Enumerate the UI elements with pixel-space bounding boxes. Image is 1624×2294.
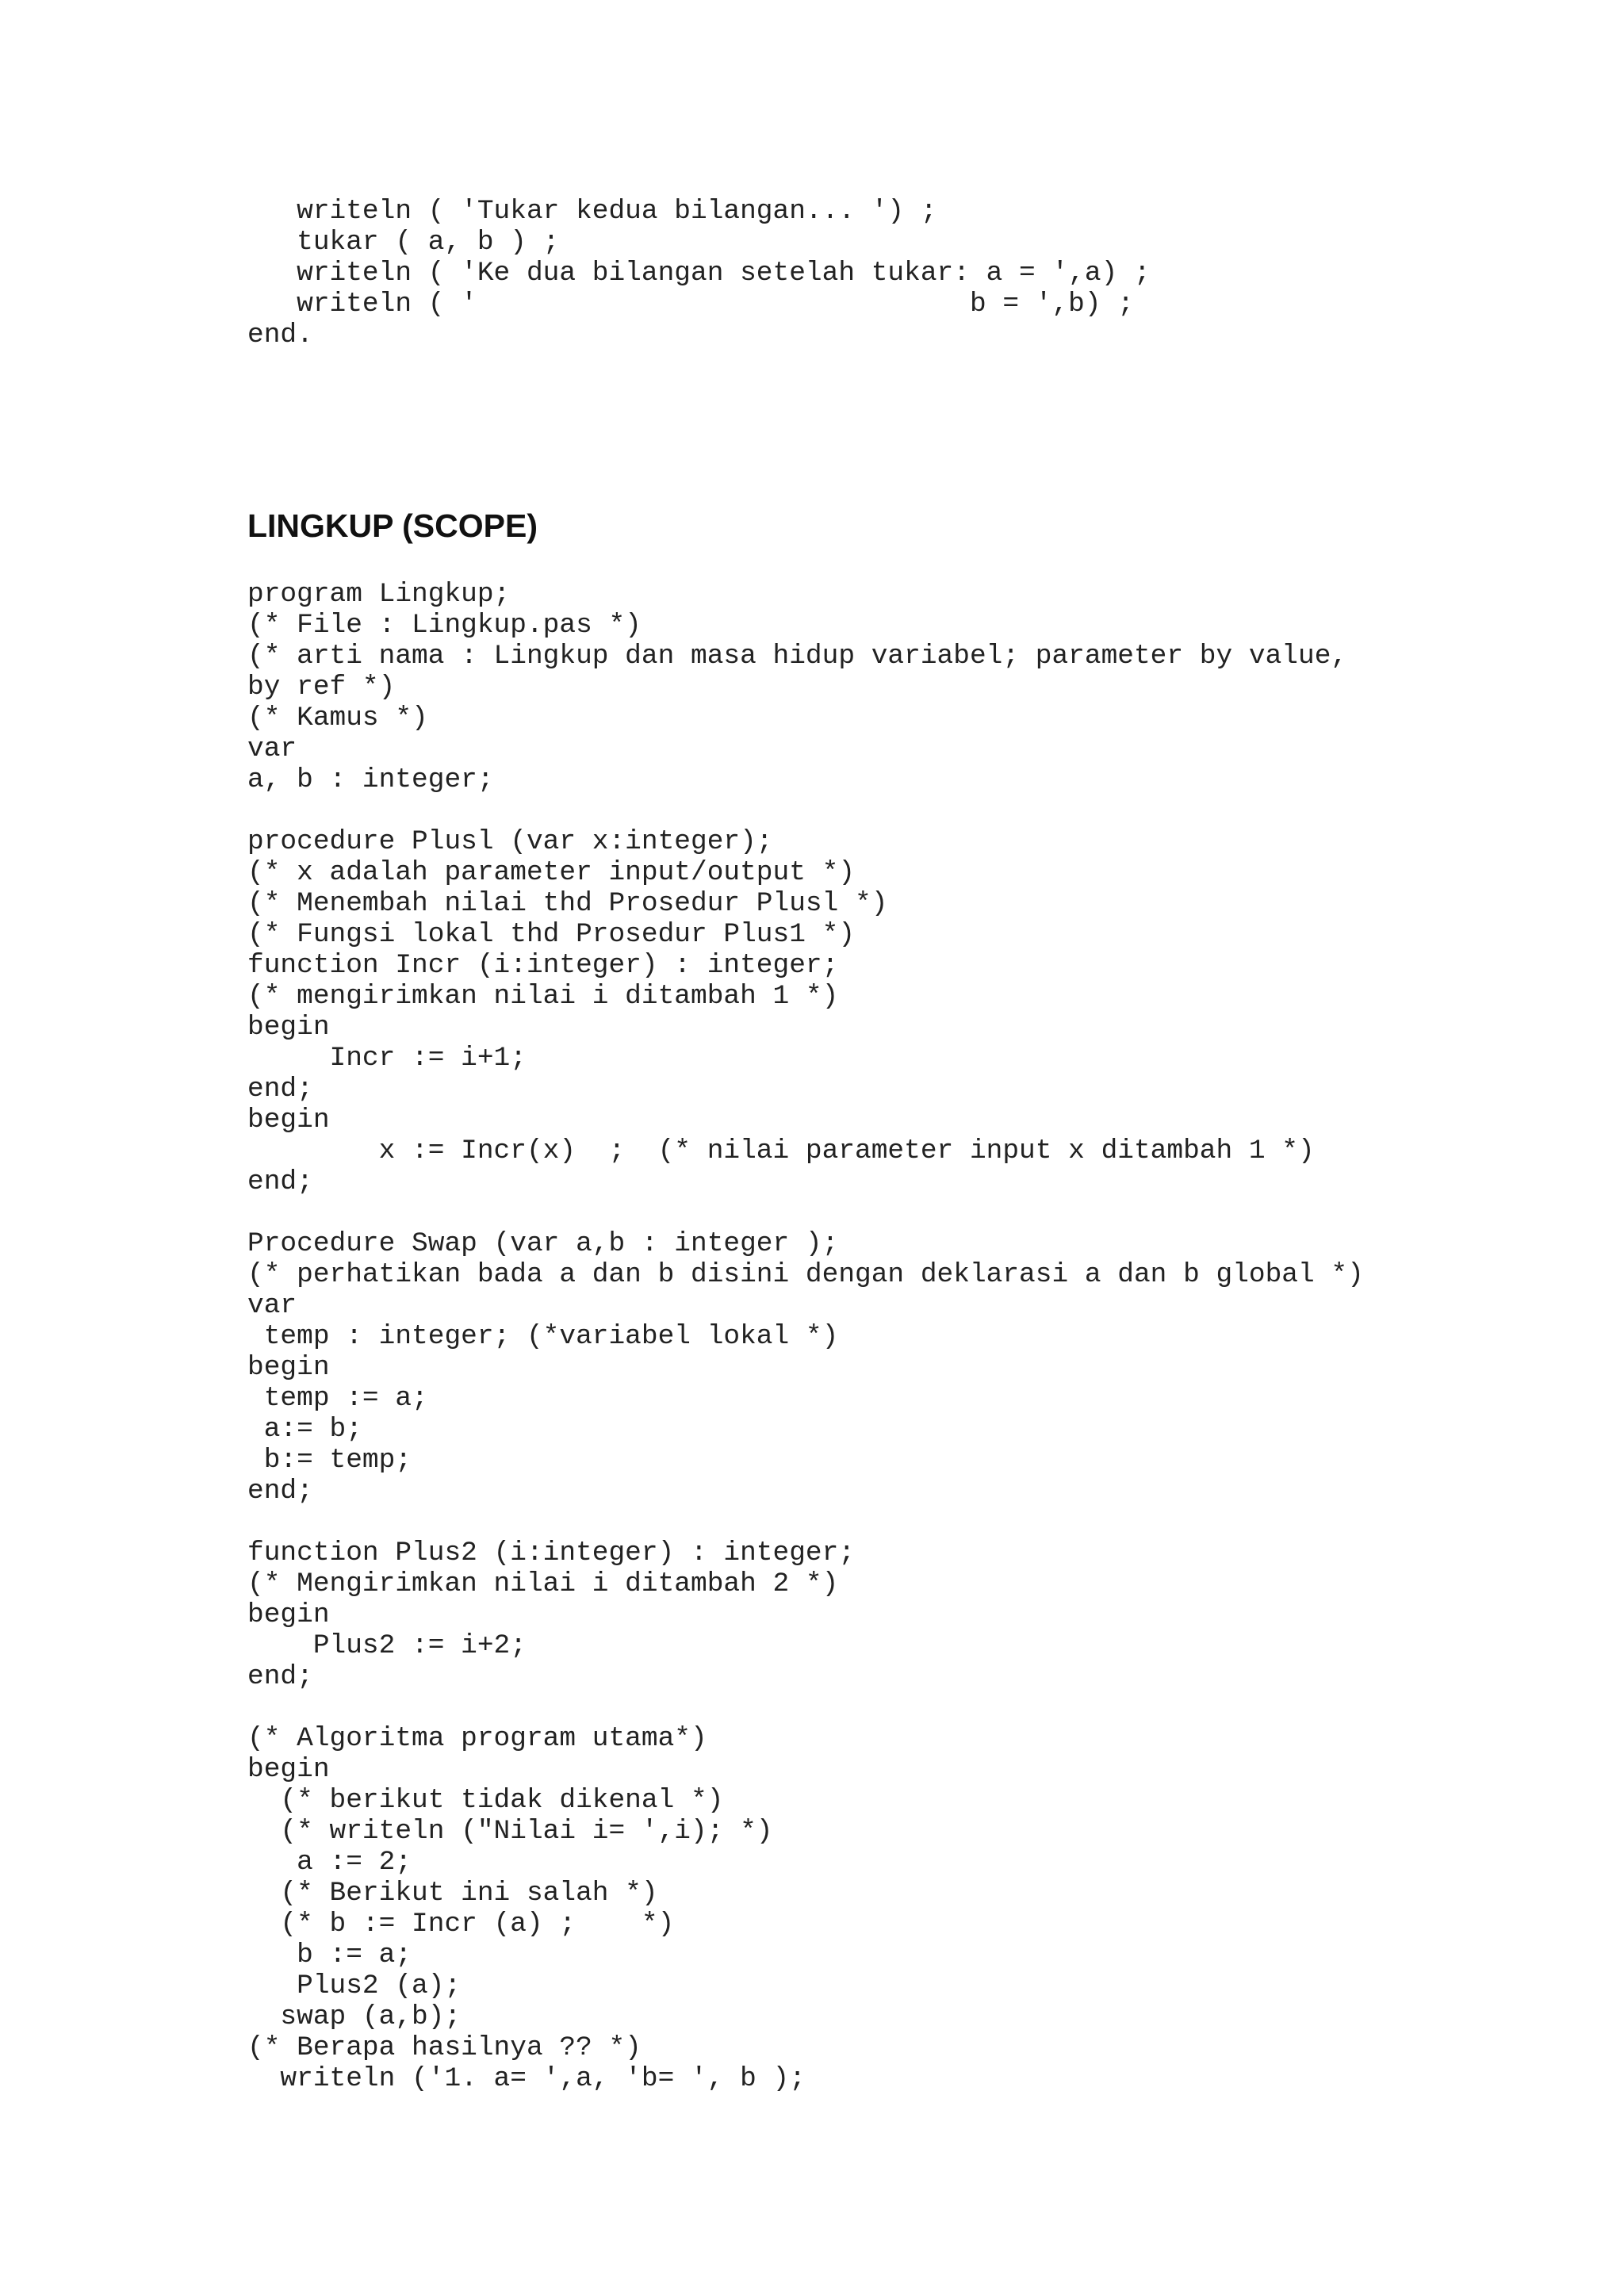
code-line: begin	[247, 1754, 330, 1785]
code-line: (* Kamus *)	[247, 703, 428, 733]
code-line: a := 2;	[247, 1847, 412, 1878]
code-line: end;	[247, 1074, 313, 1105]
code-line: end;	[247, 1166, 313, 1197]
code-line: (* Mengirimkan nilai i ditambah 2 *)	[247, 1568, 839, 1599]
code-line: (* berikut tidak dikenal *)	[247, 1785, 724, 1816]
code-line	[247, 795, 1364, 826]
code-line	[247, 1197, 1364, 1228]
code-line: (* x adalah parameter input/output *)	[247, 857, 856, 888]
code-line: (* Menembah nilai thd Prosedur Plusl *)	[247, 888, 888, 919]
code-line: (* Berapa hasilnya ?? *)	[247, 2032, 642, 2063]
code-line: Incr := i+1;	[247, 1043, 527, 1074]
code-line: temp : integer; (*variabel lokal *)	[247, 1321, 839, 1352]
code-line: function Plus2 (i:integer) : integer;	[247, 1538, 856, 1568]
code-line: a, b : integer;	[247, 764, 494, 795]
code-line: Plus2 (a);	[247, 1970, 462, 2001]
code-line: procedure Plusl (var x:integer);	[247, 826, 773, 857]
code-line	[247, 1507, 1364, 1538]
code-line: (* b := Incr (a) ; *)	[247, 1909, 675, 1940]
code-line: (* Berikut ini salah *)	[247, 1878, 658, 1909]
code-line: begin	[247, 1012, 330, 1043]
code-line	[247, 1692, 1364, 1723]
code-line: (* mengirimkan nilai i ditambah 1 *)	[247, 981, 839, 1012]
code-line: program Lingkup;	[247, 579, 511, 610]
code-line: end;	[247, 1661, 313, 1692]
code-line: tukar ( a, b ) ;	[247, 227, 560, 258]
code-line: begin	[247, 1352, 330, 1383]
code-line: writeln ( 'Tukar kedua bilangan... ') ;	[247, 196, 937, 227]
section-heading: LINGKUP (SCOPE)	[247, 507, 538, 544]
code-line: (* Algoritma program utama*)	[247, 1723, 707, 1754]
code-line: Procedure Swap (var a,b : integer );	[247, 1228, 839, 1259]
code-line: (* perhatikan bada a dan b disini dengan deklarasi a dan b global *)	[247, 1259, 1364, 1290]
code-line: var	[247, 1290, 297, 1321]
code-line: swap (a,b);	[247, 2001, 462, 2032]
code-block-main	[247, 579, 1364, 2094]
code-line: (* Fungsi lokal thd Prosedur Plus1 *)	[247, 919, 856, 950]
code-line: temp := a;	[247, 1383, 428, 1414]
code-line: writeln ( 'Ke dua bilangan setelah tukar: a = ',a) ;	[247, 258, 1151, 289]
code-line: (* arti nama : Lingkup dan masa hidup variabel; parameter by value,	[247, 641, 1348, 672]
code-line: var	[247, 733, 297, 764]
code-line: x := Incr(x) ; (* nilai parameter input x ditambah 1 *)	[247, 1136, 1315, 1166]
code-line: b := a;	[247, 1940, 412, 1970]
code-line: b:= temp;	[247, 1445, 412, 1476]
code-line: begin	[247, 1105, 330, 1136]
code-line: writeln ('1. a= ',a, 'b= ', b );	[247, 2063, 806, 2094]
code-line: function Incr (i:integer) : integer;	[247, 950, 839, 981]
code-line: (* writeln ("Nilai i= ',i); *)	[247, 1816, 773, 1847]
code-line: begin	[247, 1599, 330, 1630]
code-line: (* File : Lingkup.pas *)	[247, 610, 642, 641]
code-line: by ref *)	[247, 672, 396, 703]
code-line: end.	[247, 320, 313, 350]
code-line: end;	[247, 1476, 313, 1507]
code-line: Plus2 := i+2;	[247, 1630, 527, 1661]
code-line: a:= b;	[247, 1414, 362, 1445]
code-block-top	[247, 196, 1151, 350]
code-line: writeln ( ' b = ',b) ;	[247, 289, 1134, 320]
